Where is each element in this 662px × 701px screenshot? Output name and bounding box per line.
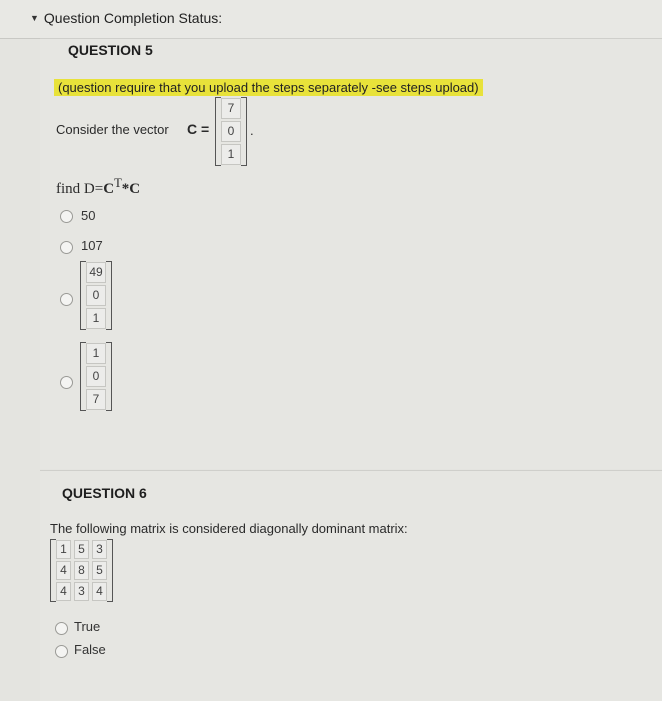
- matrix-row: [56, 560, 107, 581]
- option-c-radio[interactable]: [60, 293, 73, 306]
- question-5: [40, 38, 662, 469]
- question-5-title: QUESTION 5: [68, 42, 153, 58]
- option-true-radio[interactable]: [55, 622, 68, 635]
- question-6-matrix: [50, 539, 113, 602]
- option-true-label: True: [74, 619, 101, 634]
- matrix-cell: 4: [56, 561, 71, 580]
- completion-status-toggle[interactable]: [30, 10, 222, 26]
- matrix-cell: 1: [86, 308, 106, 329]
- option-a-label: 50: [81, 208, 96, 223]
- matrix-cell: 1: [86, 343, 106, 364]
- matrix-cell: 3: [92, 540, 107, 559]
- matrix-cell: 0: [86, 366, 106, 387]
- completion-status-label: Question Completion Status:: [43, 10, 223, 26]
- question-6: [40, 470, 662, 701]
- matrix-cell: 4: [92, 582, 107, 601]
- matrix-cell: 5: [92, 561, 107, 580]
- vector-c: [215, 97, 247, 166]
- option-c-matrix: [80, 261, 112, 330]
- option-b-radio[interactable]: [60, 241, 73, 254]
- matrix-cell: 3: [74, 582, 89, 601]
- vector-cell: 7: [221, 98, 241, 119]
- top-bar: [0, 0, 662, 39]
- matrix-row: [56, 539, 107, 560]
- option-d-radio[interactable]: [60, 376, 73, 389]
- option-false-radio[interactable]: [55, 645, 68, 658]
- question-5-prompt: Consider the vector: [56, 122, 169, 137]
- matrix-cell: 49: [86, 262, 106, 283]
- option-b-label: 107: [81, 238, 103, 253]
- chevron-down-icon: ▼: [30, 13, 39, 23]
- vector-cell: 1: [221, 144, 241, 165]
- option-a-radio[interactable]: [60, 210, 73, 223]
- question-5-note: (question require that you upload the steps separately -see steps upload): [54, 79, 483, 96]
- matrix-cell: 7: [86, 389, 106, 410]
- find-expression: [56, 176, 140, 198]
- matrix-cell: 8: [74, 561, 89, 580]
- vector-period: .: [250, 123, 254, 138]
- find-transpose: T: [114, 176, 122, 190]
- find-c: C: [103, 181, 115, 197]
- matrix-cell: 1: [56, 540, 71, 559]
- option-false-label: False: [74, 642, 106, 657]
- option-d-matrix: [80, 342, 112, 411]
- find-label: find D=: [56, 181, 104, 197]
- matrix-cell: 5: [74, 540, 89, 559]
- matrix-row: [56, 581, 107, 602]
- matrix-cell: 0: [86, 285, 106, 306]
- vector-cell: 0: [221, 121, 241, 142]
- matrix-cell: 4: [56, 582, 71, 601]
- find-tail: *C: [121, 181, 141, 197]
- question-6-title: QUESTION 6: [62, 485, 147, 501]
- question-6-prompt: The following matrix is considered diagonally dominant matrix:: [50, 521, 408, 536]
- vector-name: C =: [187, 121, 210, 137]
